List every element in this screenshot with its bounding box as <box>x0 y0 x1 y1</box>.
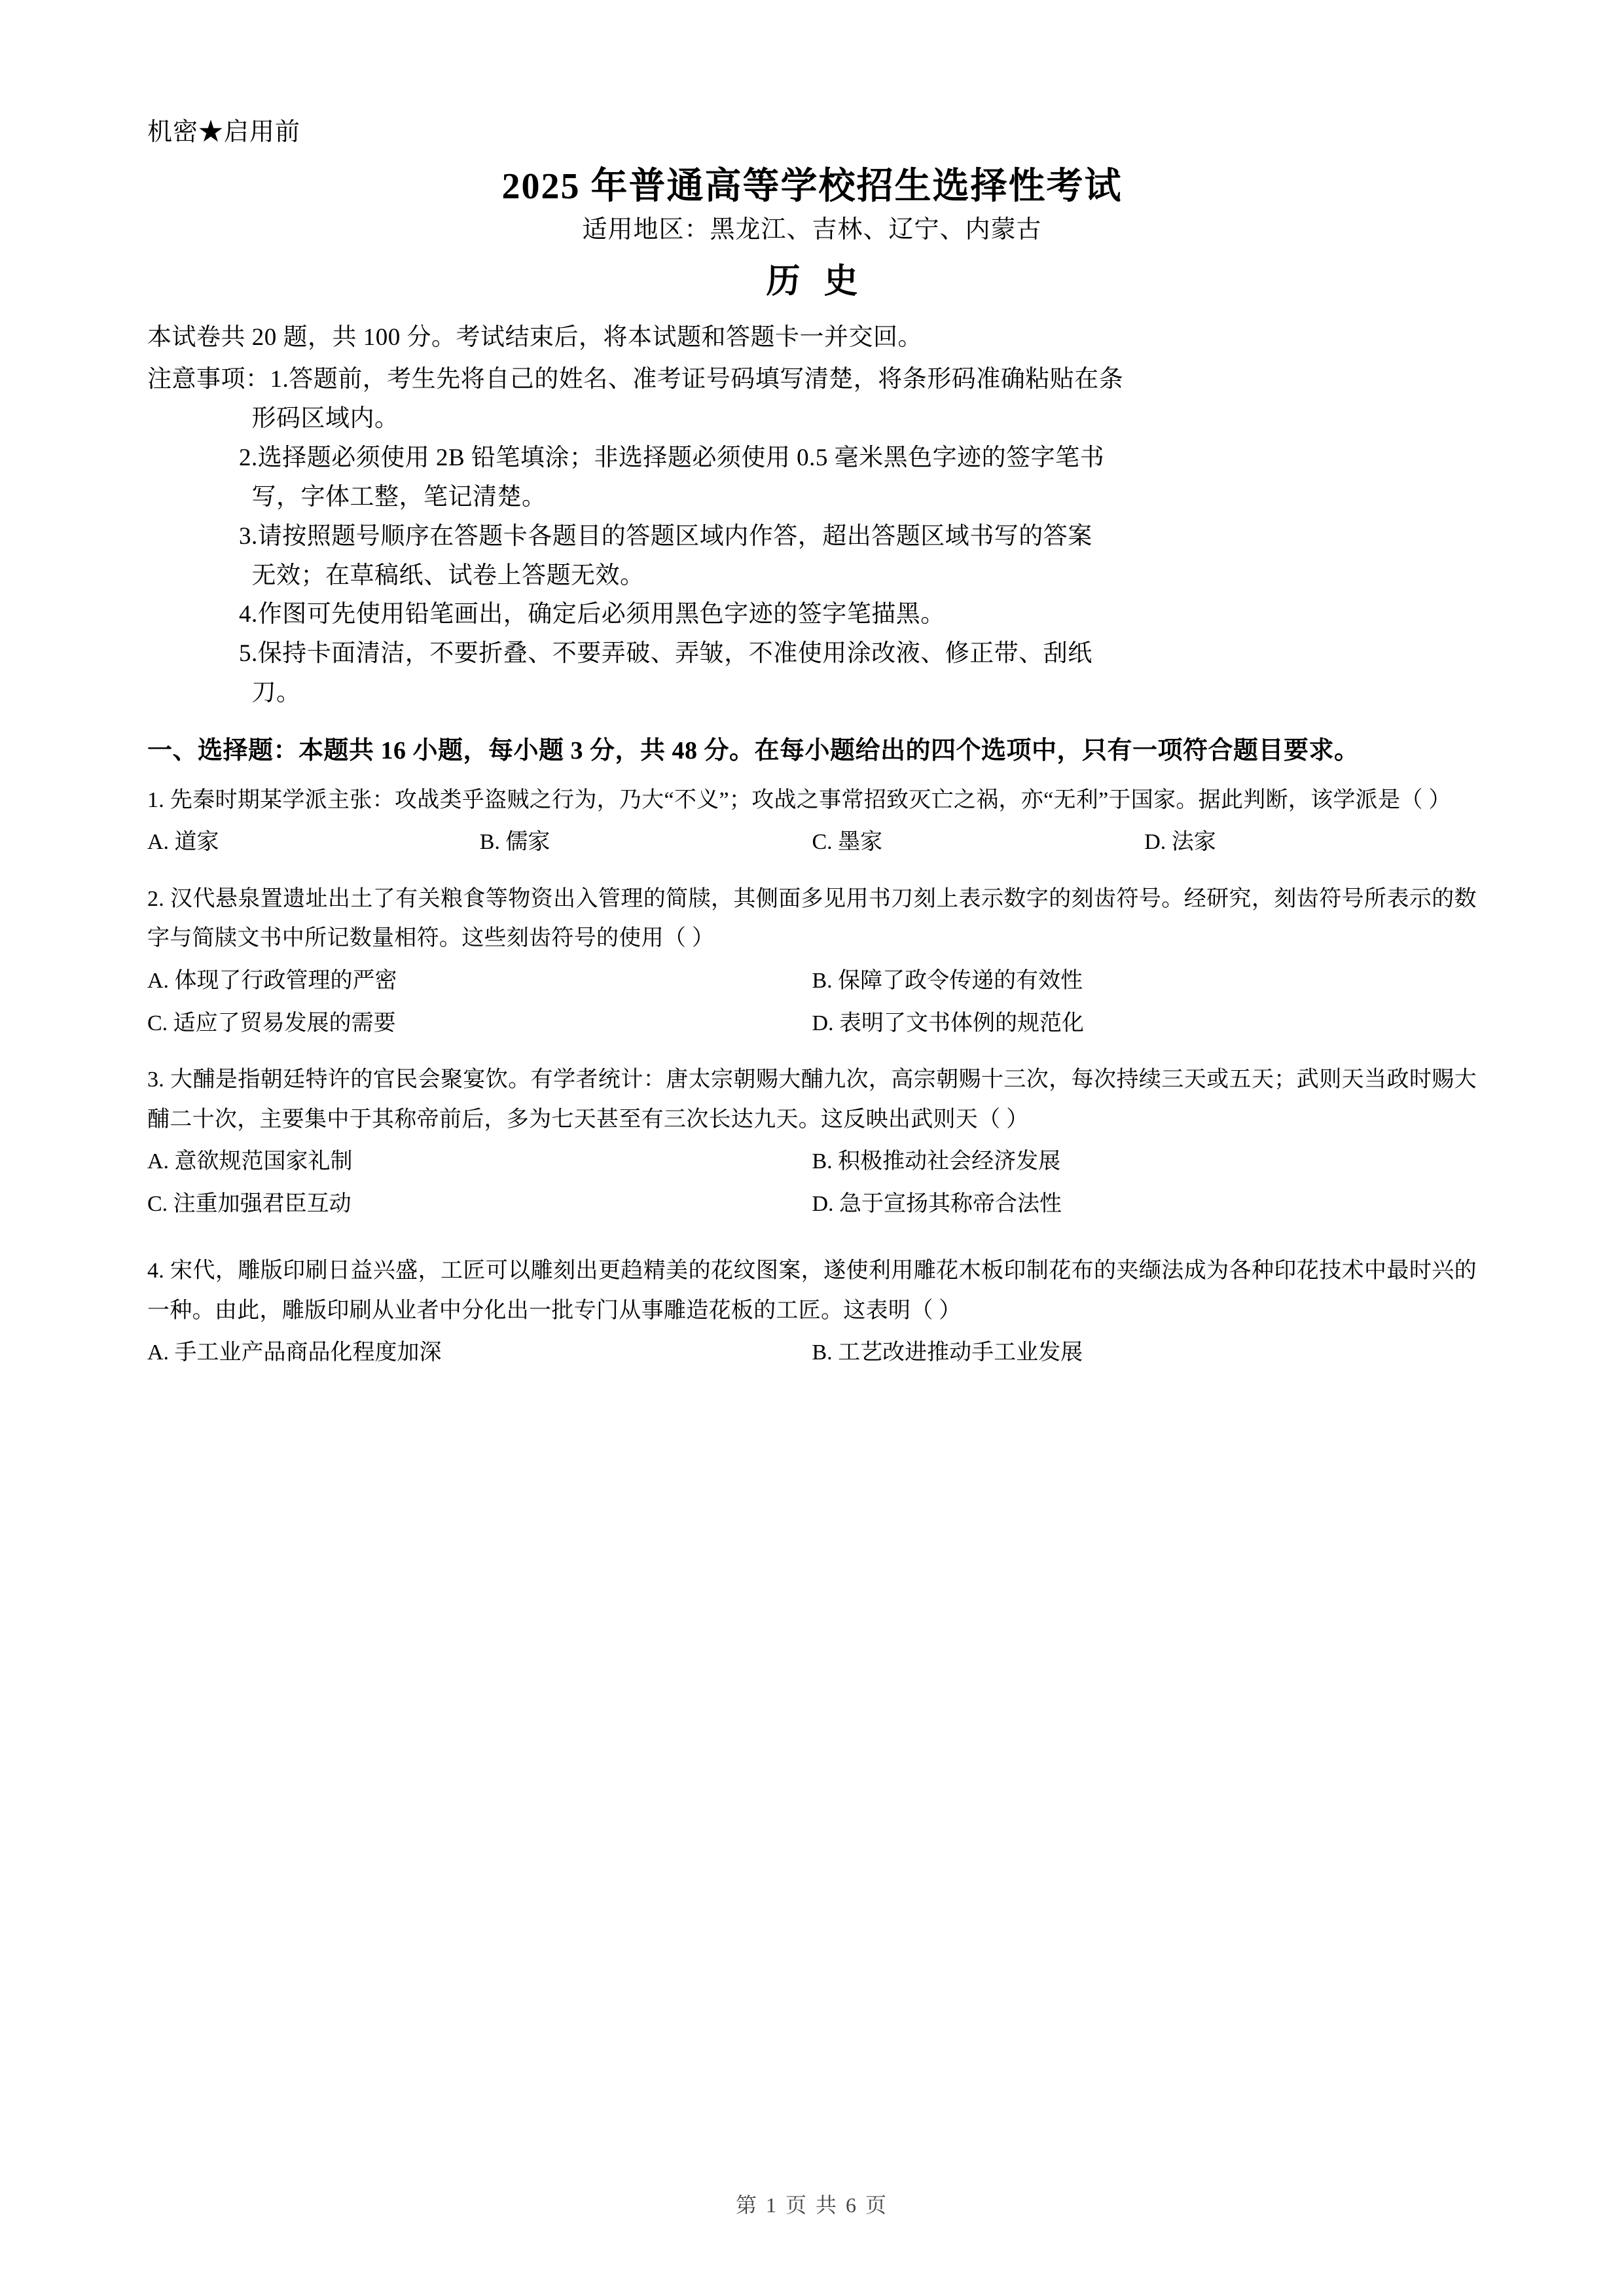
question-2 <box>147 880 1477 1045</box>
option-c[interactable]: C. 适应了贸易发展的需要 <box>147 1011 396 1035</box>
notice-item-cont <box>147 399 1477 439</box>
option-a[interactable]: A. 意欲规范国家礼制 <box>147 1149 353 1174</box>
notice-item <box>147 360 1477 399</box>
question-stem <box>147 1060 1477 1139</box>
question-number: 3. <box>147 1067 165 1092</box>
page-title: 2025 年普通高等学校招生选择性考试 <box>501 166 1123 207</box>
question-text: 大酺是指朝廷特许的官民会聚宴饮。有学者统计：唐太宗朝赐大酺九次，高宗朝赐十三次，每次持续三天或五天；武则天当政时赐大酺二十次，主要集中于其称帝前后，多为七天甚至有三次长达九天。这反映出武则天（ ） <box>147 1067 1477 1132</box>
notice-number: 3. <box>239 522 258 550</box>
question-text: 汉代悬泉置遗址出土了有关粮食等物资出入管理的简牍，其侧面多见用书刀刻上表示数字的刻齿符号。经研究，刻齿符号所表示的数字与简牍文书中所记数量相符。这些刻齿符号的使用（ ） <box>147 886 1477 951</box>
option-c[interactable]: C. 墨家 <box>812 830 883 855</box>
exam-summary: 本试卷共 20 题，共 100 分。考试结束后，将本试题和答题卡一并交回。 <box>147 323 922 351</box>
question-number: 1. <box>147 787 165 812</box>
notice-text: 无效；在草稿纸、试卷上答题无效。 <box>251 562 645 589</box>
question-stem <box>147 781 1477 821</box>
option-c[interactable]: C. 注重加强君臣互动 <box>147 1191 352 1216</box>
notice-text: 选择题必须使用 2B 铅笔填涂；非选择题必须使用 0.5 毫米黑色字迹的签字笔书 <box>257 444 1105 471</box>
option-b[interactable]: B. 保障了政令传递的有效性 <box>812 968 1083 993</box>
notice-indent <box>147 478 239 517</box>
notice-number: 2. <box>239 444 258 471</box>
notice-indent <box>147 439 239 478</box>
option-b[interactable]: B. 积极推动社会经济发展 <box>812 1149 1061 1174</box>
notice-indent <box>147 517 239 556</box>
question-1 <box>147 781 1477 864</box>
question-options <box>147 821 1477 864</box>
question-number: 2. <box>147 886 165 911</box>
spacer <box>147 1229 1477 1251</box>
notice-text: 作图可先使用铅笔画出，确定后必须用黑色字迹的签字笔描黑。 <box>257 601 945 628</box>
option-a[interactable]: A. 手工业产品商品化程度加深 <box>147 1340 442 1365</box>
option-d[interactable]: D. 法家 <box>1144 830 1216 855</box>
notice-item <box>147 439 1477 478</box>
question-stem <box>147 880 1477 959</box>
notice-item-cont <box>147 478 1477 517</box>
question-stem <box>147 1251 1477 1331</box>
notice-indent <box>147 399 239 439</box>
notice-text: 刀。 <box>251 679 301 707</box>
question-3 <box>147 1060 1477 1225</box>
notice-item <box>147 517 1477 556</box>
page-footer: 第 1 页 共 6 页 <box>735 2193 888 2217</box>
notice-text: 请按照题号顺序在答题卡各题目的答题区域内作答，超出答题区域书写的答案 <box>257 522 1092 550</box>
spacer <box>147 868 1477 880</box>
notice-number-blank <box>239 478 252 517</box>
option-a[interactable]: A. 体现了行政管理的严密 <box>147 968 397 993</box>
notice-block <box>147 360 1477 713</box>
notice-indent <box>147 595 239 634</box>
option-b[interactable]: B. 儒家 <box>479 830 550 855</box>
question-text: 宋代，雕版印刷日益兴盛，工匠可以雕刻出更趋精美的花纹图案，遂使利用雕花木板印制花布的夹缬法成为各种印花技术中最时兴的一种。由此，雕版印刷从业者中分化出一批专门从事雕造花板的工匠。这表明（ ） <box>147 1259 1477 1323</box>
notice-text: 写，字体工整，笔记清楚。 <box>251 483 547 511</box>
region-line: 适用地区：黑龙江、吉林、辽宁、内蒙古 <box>582 215 1042 243</box>
notice-text: 保持卡面清洁，不要折叠、不要弄破、弄皱，不准使用涂改液、修正带、刮纸 <box>257 640 1092 668</box>
notice-indent <box>147 634 239 673</box>
notice-number-blank <box>239 556 252 596</box>
option-d[interactable]: D. 表明了文书体例的规范化 <box>812 1011 1085 1035</box>
question-options <box>147 1141 1477 1225</box>
question-text: 先秦时期某学派主张：攻战类乎盗贼之行为，乃大“不义”；攻战之事常招致灭亡之祸，亦“无利”于国家。据此判断，该学派是（ ） <box>170 787 1451 812</box>
spacer <box>147 1049 1477 1060</box>
notice-number: 4. <box>239 601 258 628</box>
notice-text: 形码区域内。 <box>251 404 399 432</box>
notice-number-blank <box>239 673 252 713</box>
notice-number: 5. <box>239 640 258 668</box>
notice-item-cont <box>147 556 1477 596</box>
notice-indent <box>147 673 239 713</box>
notice-text: 答题前，考生先将自己的姓名、准考证号码填写清楚，将条形码准确粘贴在条 <box>289 365 1124 393</box>
option-d[interactable]: D. 急于宣扬其称帝合法性 <box>812 1191 1062 1216</box>
notice-item <box>147 634 1477 673</box>
option-a[interactable]: A. 道家 <box>147 830 219 855</box>
question-4 <box>147 1251 1477 1374</box>
notice-number: 1. <box>270 365 289 393</box>
subject-title: 历史 <box>766 262 882 300</box>
notice-item-cont <box>147 673 1477 713</box>
question-number: 4. <box>147 1259 165 1283</box>
question-options <box>147 960 1477 1045</box>
option-b[interactable]: B. 工艺改进推动手工业发展 <box>812 1340 1083 1365</box>
notice-label: 注意事项： <box>147 365 270 393</box>
notice-indent <box>147 556 239 596</box>
secret-label: 机密★启用前 <box>147 118 301 146</box>
question-options <box>147 1332 1477 1374</box>
notice-number-blank <box>239 399 252 439</box>
section-heading: 一、选择题：本题共 16 小题，每小题 3 分，共 48 分。在每小题给出的四个选项中，只有一项符合题目要求。 <box>147 737 1360 765</box>
notice-item <box>147 595 1477 634</box>
